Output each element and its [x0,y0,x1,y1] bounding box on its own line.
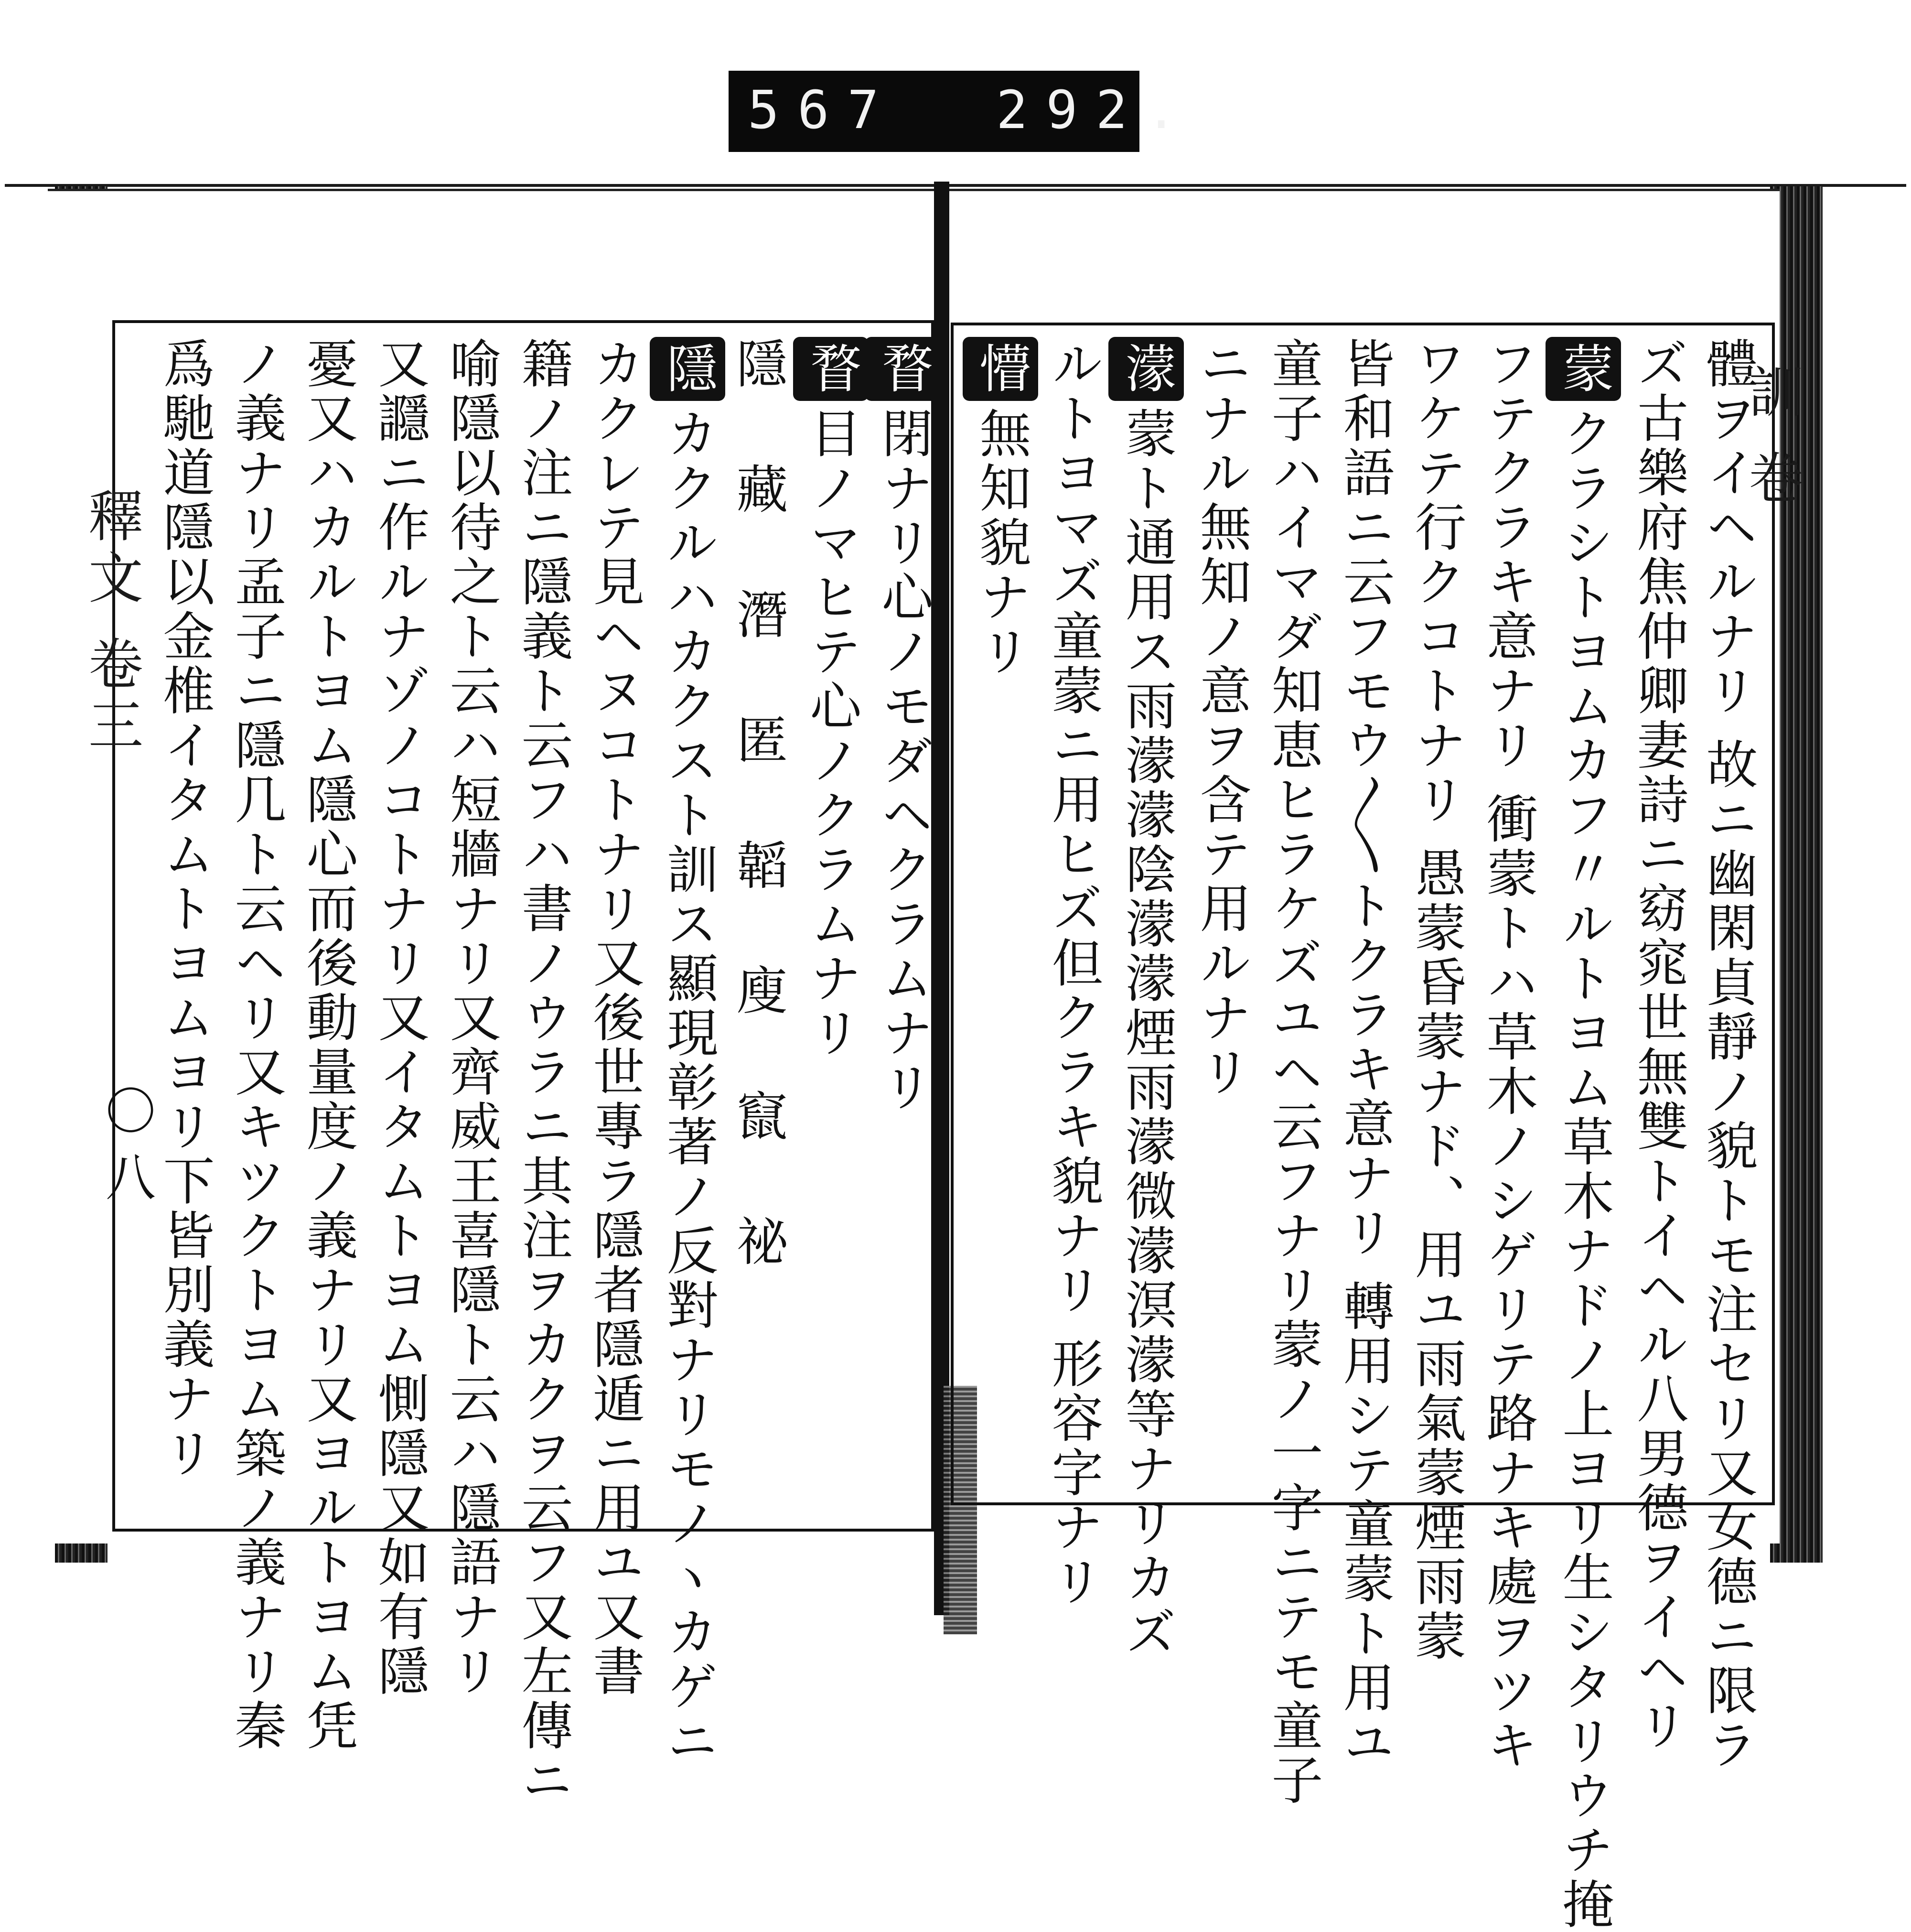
right-col-1: 體ヲイヘルナリ 故ニ幽閑貞靜ノ貌トモ注セリ又女德ニ限ラ [1697,337,1757,1773]
left-col-11: 爲馳道隱以金椎イタムトヨムヨリ下皆別義ナリ [154,337,214,1481]
label-left-number: 567 [748,79,897,140]
left-col-2 [793,337,869,1060]
right-col-3-text: クラシトヨムカフ〃ルトヨム草木ナドノ上ヨリ生シタリウチ掩 [1554,407,1613,1932]
left-col-8: 又讔ニ作ルナゾノコトナリ又イタムトヨム惻隱又如有隱 [369,337,429,1699]
left-gutter-title: 釋文 卷三 [79,487,143,758]
right-col-4: フテクラキ意ナリ 衝蒙トハ草木ノシゲリテ路ナキ處ヲツキ [1478,337,1537,1773]
left-col-4 [650,337,725,1769]
left-col-1 [865,337,940,1115]
right-col-9 [1108,337,1184,1660]
left-col-6: 籍ノ注ニ隱義ト云フハ書ノウラニ其注ヲカクヲ云フ又左傳ニ [513,337,572,1808]
entry-head-mao-1: 瞀 [865,337,940,401]
left-col-10: ノ義ナリ孟子ニ隱几ト云ヘリ又キツクトヨム築ノ義ナリ秦 [226,337,286,1753]
entry-head-meng: 蒙 [1546,337,1621,401]
right-col-5: ワケテ行クコトナリ 愚蒙昏蒙ナド、用ユ雨氣蒙煙雨蒙 [1406,337,1466,1664]
top-rule [5,184,1906,187]
left-col-7: 喻隱以待之ト云ハ短牆ナリ又齊威王喜隱ト云ハ隱語ナリ [441,337,501,1699]
left-col-9: 憂又ハカルトヨム隱心而後動量度ノ義ナリ又ヨルトヨム凭 [298,337,357,1753]
label-right-number: 292. [996,79,1195,140]
left-col-1-text: 閉ナリ心ノモダヘクラムナリ [873,407,933,1115]
left-folio: 〇 八 [97,1085,156,1201]
left-col-2-text: 目ノマヒテ心ノクラムナリ [801,407,861,1060]
right-gutter-title: 訓 卷 [1739,363,1803,511]
entry-head-meng-heart: 懵 [963,337,1038,401]
left-col-4-text: カクルハカクスト訓ス顯現彰著ノ反對ナリモノヽカゲニ [658,407,718,1769]
right-col-6: 皆和語ニ云フモウ〱トクラキ意ナリ 轉用シテ童蒙ト用ユ [1334,337,1394,1770]
right-col-9-text: 蒙ト通用ス雨濛濛陰濛濛煙雨濛微濛溟濛等ナリカズ [1117,407,1176,1660]
right-col-3 [1546,337,1621,1932]
right-col-8: ニナル無知ノ意ヲ含テ用ルナリ [1191,337,1251,1100]
right-col-7: 童子ハイマダ知恵ヒラケズユヘ云フナリ蒙ノ一字ニテモ童子 [1263,337,1322,1808]
right-col-2: ズ古樂府焦仲卿妻詩ニ窈窕世無雙トイヘル八男德ヲイヘリ [1628,337,1688,1753]
entry-head-meng-water: 濛 [1108,337,1184,401]
entry-head-mao-2: 瞀 [793,337,869,401]
left-col-3: 隱 藏 潛 匿 韜 廋 竄 祕 [728,337,787,1295]
right-col-11-text: 無知貌ナリ [971,407,1031,679]
left-col-5: カクレテ見ヘヌコトナリ又後世專ラ隱者隱遁ニ用ユ又書 [584,337,644,1699]
right-col-11 [963,337,1038,679]
catalog-label [729,71,1195,152]
right-col-10: ルトヨマズ童蒙ニ用ヒズ但クラキ貌ナリ 形容字ナリ [1043,337,1103,1609]
entry-head-yin: 隱 [650,337,725,401]
